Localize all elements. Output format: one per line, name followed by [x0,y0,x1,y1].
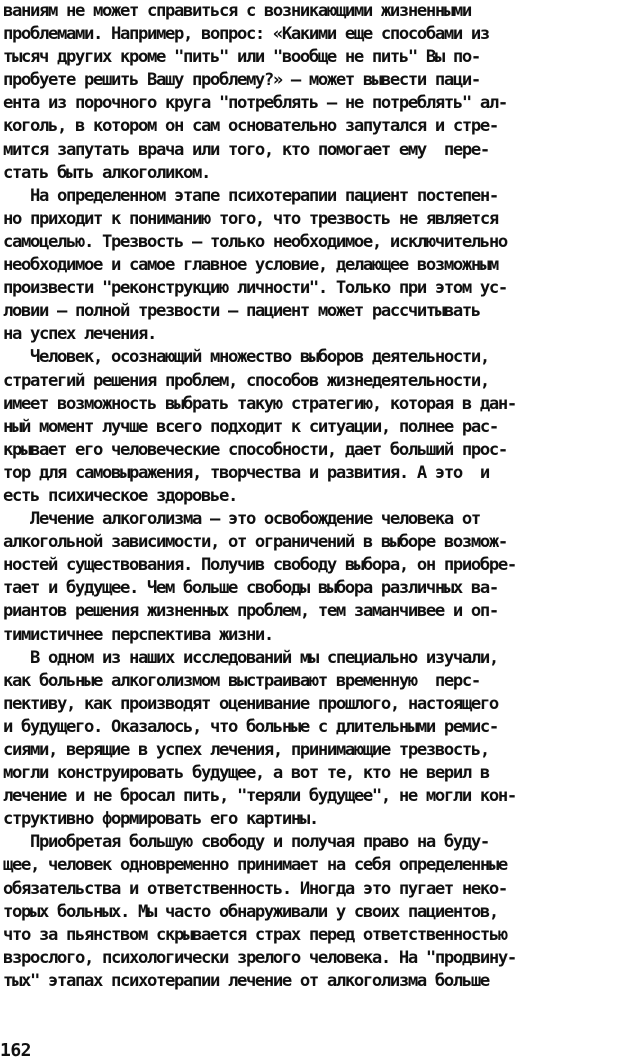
text-line: тор для самовыражения, творчества и развития. А это и [3,462,489,483]
text-line: Человек, осознающий множество выборов деятельности, [3,347,489,368]
text-line: щее, человек одновременно принимает на себя определенные [3,855,507,876]
body-text [3,0,615,993]
text-line: но приходит к пониманию того, что трезвость не является [3,208,498,229]
text-line: могли конструировать будущее, а вот те, кто не верил в [3,763,489,784]
text-line: и будущего. Оказалось, что больные с длительными ремис- [3,716,498,737]
text-line: крывает его человеческие способности, дает больший прос- [3,439,507,460]
text-line: ента из порочного круга "потреблять – не потреблять" ал- [3,93,507,114]
text-line: структивно формировать его картины. [3,809,318,830]
text-line: проблемами. Например, вопрос: «Какими еще способами из [3,24,489,45]
text-line: обязательства и ответственность. Иногда это пугает неко- [3,878,507,899]
text-line: алкогольной зависимости, от ограничений в выборе возмож- [3,532,507,553]
text-line: ностей существования. Получив свободу выбора, он приобре- [3,555,516,576]
text-line: есть психическое здоровье. [3,485,237,506]
text-line: самоцелью. Трезвость – только необходимое, исключительно [3,231,507,252]
text-line: стратегий решения проблем, способов жизнедеятельности, [3,370,489,391]
text-line: стать быть алкоголиком. [3,162,210,183]
text-line: что за пьянством скрывается страх перед ответственностью [3,924,507,945]
text-line: ваниям не может справиться с возникающими жизненными [3,1,471,21]
text-line: тает и будущее. Чем больше свободы выбора различных ва- [3,578,498,599]
text-line: взрослого, психологически зрелого человека. На "продвину- [3,947,516,968]
text-line: имеет возможность выбрать такую стратегию, которая в дан- [3,393,516,414]
text-line: риантов решения жизненных проблем, тем заманчивее и оп- [3,601,498,622]
text-line: ловии – полной трезвости – пациент может рассчитывать [3,301,480,322]
page-number: 162 [0,1040,32,1061]
text-line: торых больных. Мы часто обнаруживали у своих пациентов, [3,901,498,922]
text-line: На определенном этапе психотерапии пациент постепен- [3,185,498,206]
text-line: Приобретая большую свободу и получая право на буду- [3,832,489,853]
text-line: коголь, в котором он сам основательно запутался и стре- [3,116,498,137]
text-line: тых" этапах психотерапии лечение от алкоголизма больше [3,970,489,991]
text-line: лечение и не бросал пить, "теряли будущее", не могли кон- [3,786,516,807]
text-line: Лечение алкоголизма – это освобождение человека от [3,509,480,530]
text-line: пробуете решить Вашу проблему?» – может вывести паци- [3,70,480,91]
text-line: пективу, как производят оценивание прошлого, настоящего [3,693,498,714]
text-line: как больные алкоголизмом выстраивают временную перс- [3,670,480,691]
text-line: на успех лечения. [3,324,156,345]
text-line: произвести "реконструкцию личности". Только при этом ус- [3,278,507,299]
text-line: мится запутать врача или того, кто помогает ему пере- [3,139,489,160]
text-line: необходимое и самое главное условие, делающее возможным [3,255,498,276]
text-line: ный момент лучше всего подходит к ситуации, полнее рас- [3,416,498,437]
text-line: сиями, верящие в успех лечения, принимающие трезвость, [3,740,489,760]
text-line: тысяч других кроме "пить" или "вообще не пить" Вы по- [3,47,480,68]
text-line: В одном из наших исследований мы специально изучали, [3,647,498,668]
text-line: тимистичнее перспектива жизни. [3,624,273,645]
